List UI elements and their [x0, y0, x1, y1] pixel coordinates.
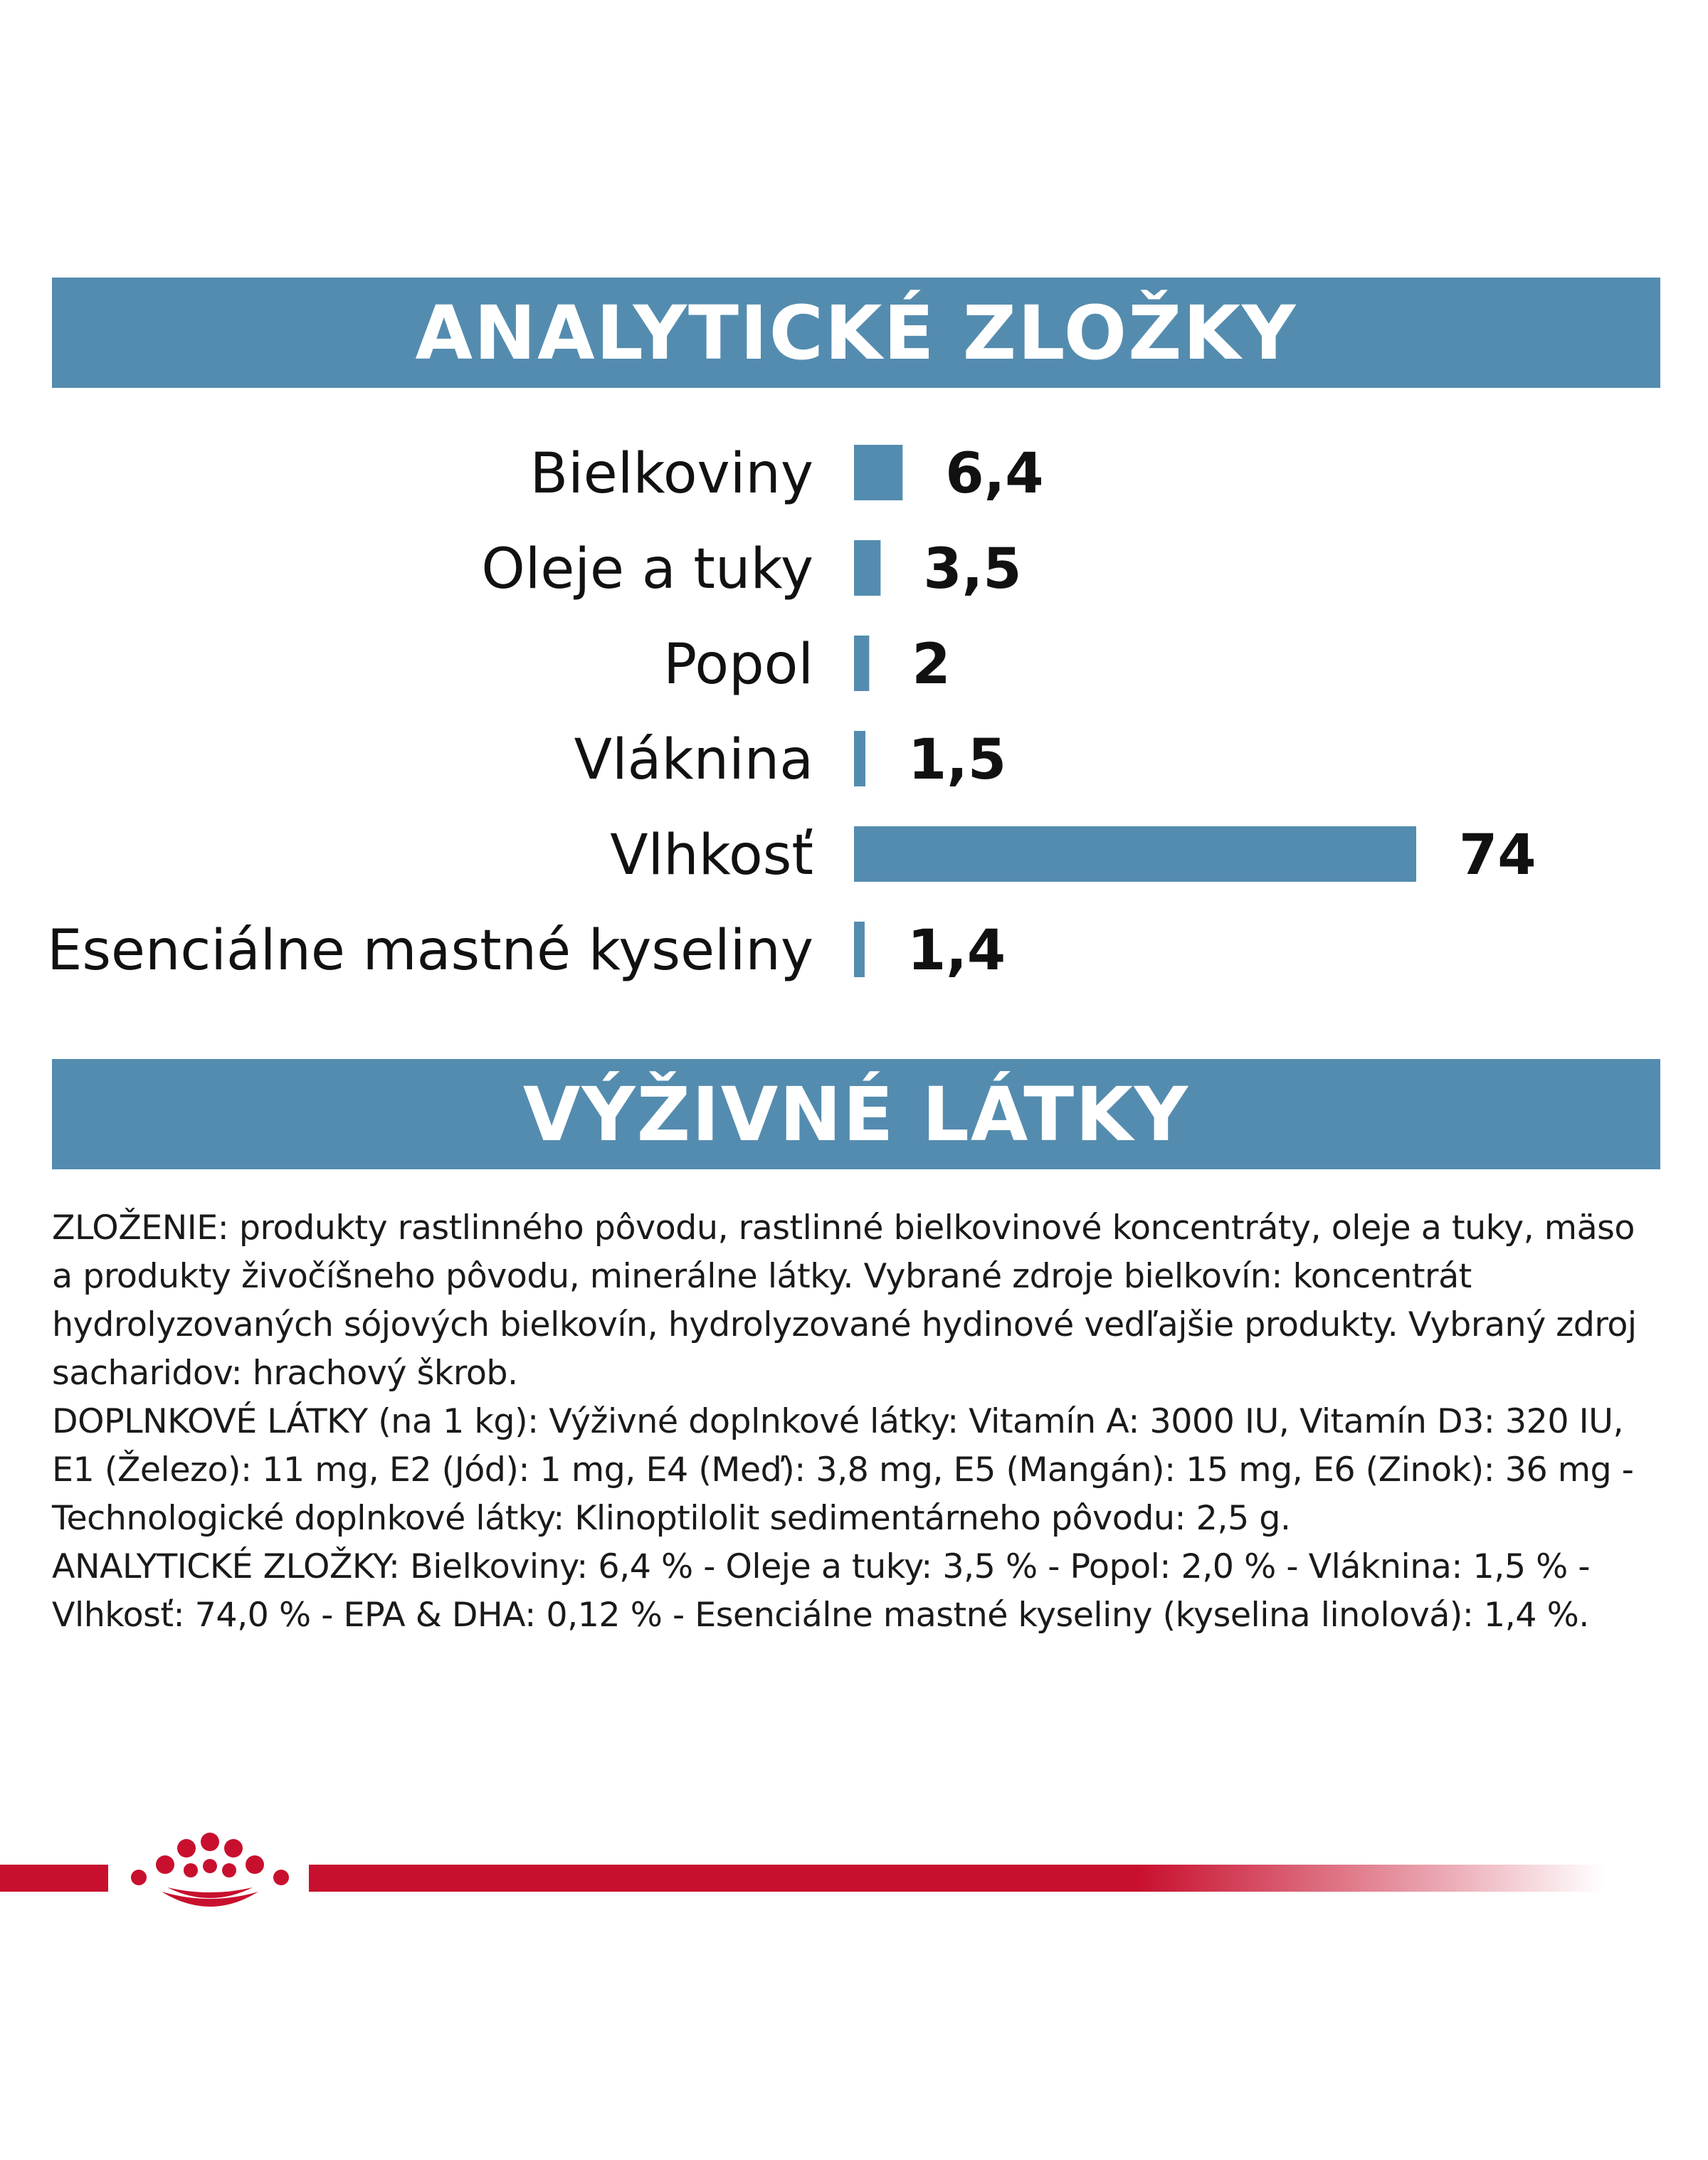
additives-paragraph: DOPLNKOVÉ LÁTKY (na 1 kg): Výživné doplnkové látky: Vitamín A: 3000 IU, Vitamín D3: 320 IU, E1 (Železo): 11 mg, E2 (Jód): 1 mg, E4 (Meď): 3,8 mg, E5 (Mangán): 15 mg, E6 (Zinok): 36 mg - Technologické doplnkové látky: Klinoptilolit sedimentárneho pôvodu: 2,5 g.: [52, 1402, 1634, 1538]
analytical-components-banner: [52, 278, 1660, 388]
value-label: 1,5: [908, 728, 1007, 792]
nutrients-banner: [52, 1059, 1660, 1169]
composition-text: [52, 1204, 1646, 1640]
nutrients-title: VÝŽIVNÉ LÁTKY: [522, 1070, 1190, 1158]
analytical-paragraph: ANALYTICKÉ ZLOŽKY: Bielkoviny: 6,4 % - Oleje a tuky: 3,5 % - Popol: 2,0 % - Vláknina: 1,5 % - Vlhkosť: 74,0 % - EPA & DHA: 0,12 % - Esenciálne mastné kyseliny (kyselina linolová): 1,4 %.: [52, 1547, 1591, 1635]
value-label: 2: [912, 633, 951, 697]
brand-stripe-left: [0, 1865, 108, 1892]
brand-footer-bar: [0, 1822, 1708, 1922]
value-label: 3,5: [923, 537, 1022, 601]
bar: [854, 636, 869, 691]
bar: [854, 445, 902, 500]
category-label: Vlhkosť: [610, 823, 813, 887]
bar: [854, 731, 865, 786]
bar: [854, 826, 1416, 882]
analytical-components-title: ANALYTICKÉ ZLOŽKY: [415, 289, 1297, 376]
category-label: Oleje a tuky: [481, 537, 813, 601]
value-label: 74: [1459, 823, 1536, 887]
value-label: 1,4: [907, 919, 1006, 983]
bar: [854, 540, 880, 596]
analytical-components-chart: [0, 427, 1708, 996]
category-label: Esenciálne mastné kyseliny: [47, 919, 813, 983]
category-label: Vláknina: [574, 728, 813, 792]
composition-paragraph: ZLOŽENIE: produkty rastlinného pôvodu, rastlinné bielkovinové koncentráty, oleje a tuky, mäso a produkty živočíšneho pôvodu, minerálne látky. Vybrané zdroje bielkovín: koncentrát hydrolyzovaných sójových bielkovín, hydrolyzované hydinové vedľajšie produkty. Vybraný zdroj sacharidov: hrachový škrob.: [52, 1208, 1637, 1393]
category-label: Popol: [663, 633, 813, 697]
value-label: 6,4: [945, 442, 1044, 506]
brand-stripe-right: [309, 1865, 1604, 1892]
crown-logo-icon: [117, 1822, 302, 1922]
category-label: Bielkoviny: [529, 442, 813, 506]
bar: [854, 922, 865, 977]
